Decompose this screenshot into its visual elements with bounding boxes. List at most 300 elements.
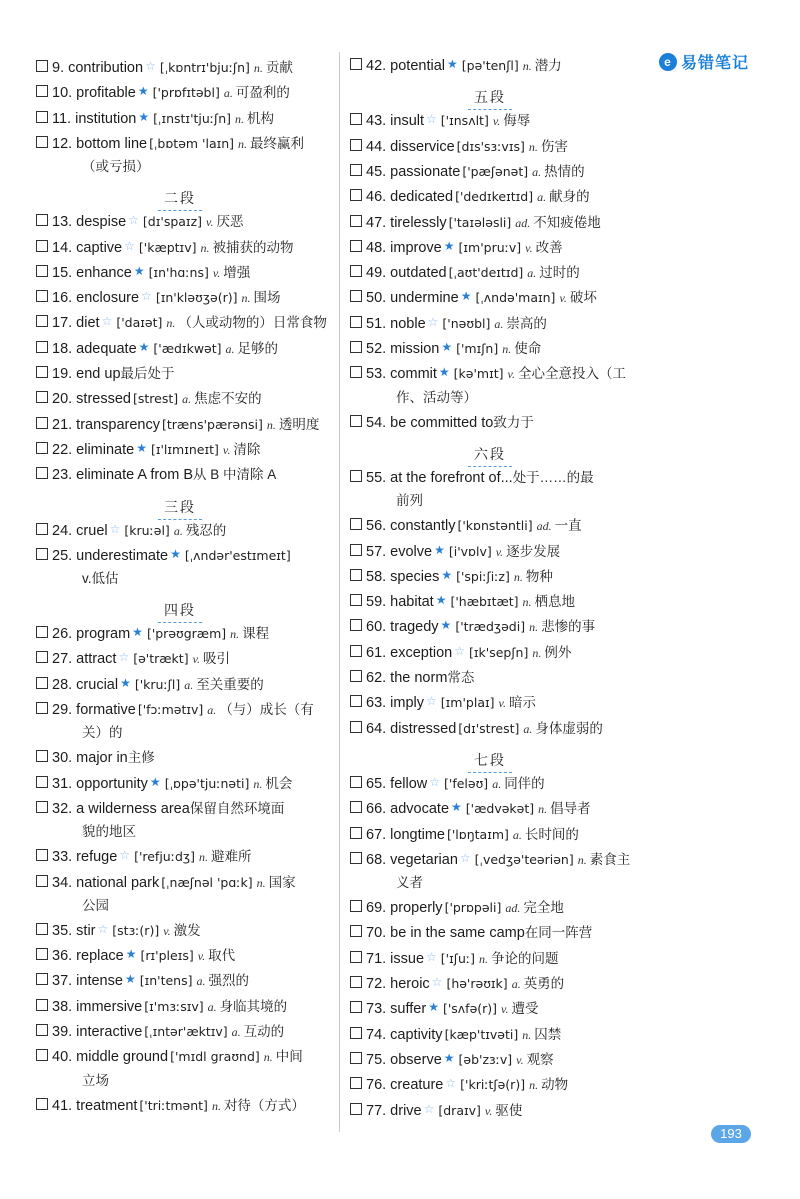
checkbox[interactable]: [350, 240, 362, 252]
definition: 暗示: [508, 695, 536, 711]
definition: 最终赢利: [250, 135, 305, 151]
checkbox[interactable]: [350, 670, 362, 682]
section-heading: 二段: [164, 190, 196, 207]
phonetic: [pə'tenʃl]: [461, 58, 519, 73]
star-icon: ★: [441, 340, 453, 354]
entry-number: 19.: [52, 366, 73, 382]
entry-word: outdated: [390, 265, 447, 282]
brand-name: 易错笔记: [681, 55, 750, 72]
checkbox[interactable]: [350, 164, 362, 176]
checkbox[interactable]: [350, 925, 362, 937]
definition-continued: [82, 896, 109, 916]
definition: 围场: [253, 290, 281, 306]
checkbox[interactable]: [350, 852, 362, 864]
entry-number: 14.: [52, 239, 73, 256]
definition-continued: [82, 723, 123, 743]
definition: 侮辱: [503, 113, 531, 129]
definition: 清除: [233, 441, 261, 457]
part-of-speech: n.: [198, 850, 208, 865]
phonetic: ['fɔːmətɪv]: [137, 702, 204, 717]
star-icon: ☆: [426, 694, 437, 709]
entry-word: major in: [76, 750, 128, 767]
entry-word: species: [390, 568, 440, 585]
checkbox[interactable]: [350, 827, 362, 839]
checkbox[interactable]: [350, 1103, 362, 1115]
checkbox[interactable]: [36, 315, 48, 327]
vocab-entry: [36, 58, 293, 78]
checkbox[interactable]: [350, 1001, 362, 1013]
definition: 最后处于: [120, 366, 175, 381]
checkbox[interactable]: [350, 976, 362, 988]
definition: 潜力: [534, 58, 562, 73]
checkbox[interactable]: [350, 415, 362, 427]
vocab-entry: [350, 314, 547, 334]
part-of-speech: a.: [511, 977, 521, 991]
entry-word: crucial: [76, 676, 119, 693]
definition-continued-text: （或亏损）: [82, 159, 150, 175]
definition: 遭受: [511, 1001, 539, 1017]
checkbox[interactable]: [36, 366, 48, 378]
phonetic: [ˌbɒtəm 'laɪn]: [149, 135, 235, 151]
entry-number: 49.: [366, 265, 387, 282]
entry-word: opportunity: [76, 775, 148, 792]
part-of-speech: a.: [173, 523, 183, 538]
entry-number: 51.: [366, 315, 387, 332]
entry-word: profitable: [76, 85, 136, 102]
part-of-speech: n.: [532, 645, 542, 660]
vocab-entry: [36, 313, 327, 333]
phonetic: ['prɒfɪtəbl]: [152, 85, 220, 101]
star-icon: ★: [443, 238, 455, 253]
definition: 国家: [268, 874, 296, 890]
entry-word: immersive: [76, 998, 143, 1015]
star-icon: ★: [428, 1000, 439, 1015]
entry-number: 59.: [366, 594, 387, 611]
checkbox[interactable]: [36, 750, 48, 762]
entry-number: 23.: [52, 467, 73, 484]
checkbox[interactable]: [36, 1024, 48, 1036]
checkbox[interactable]: [36, 849, 48, 861]
vocab-entry: [36, 263, 250, 283]
star-icon: ★: [133, 263, 145, 278]
part-of-speech: v.: [222, 442, 231, 457]
entry-number: 38.: [52, 998, 73, 1015]
entry-word: transparency: [76, 416, 160, 433]
section-heading: 四段: [164, 602, 196, 619]
checkbox[interactable]: [350, 594, 362, 606]
entry-word: suffer: [390, 1001, 427, 1018]
star-icon: ☆: [454, 643, 466, 658]
entry-number: 24.: [52, 522, 73, 539]
star-icon: ★: [138, 339, 150, 354]
vocab-entry: [350, 187, 590, 207]
vocab-entry: [350, 898, 564, 918]
entry-word: stir: [76, 922, 96, 939]
vocab-entry: [36, 83, 290, 103]
checkbox[interactable]: [36, 1049, 48, 1061]
star-icon: ☆: [426, 949, 437, 964]
phonetic: [ɪm'plaɪ]: [440, 695, 495, 711]
section-heading: 六段: [474, 445, 506, 462]
checkbox[interactable]: [36, 801, 48, 813]
vocab-entry: [350, 643, 571, 663]
phonetic: [dɪ'spaɪz]: [142, 214, 203, 230]
definition: 英勇的: [523, 976, 565, 991]
vocab-entry: [350, 542, 560, 562]
definition: 观察: [526, 1051, 554, 1067]
vocab-entry: [36, 364, 175, 384]
entry-number: 73.: [366, 1001, 387, 1018]
entry-number: 57.: [366, 543, 387, 560]
phonetic: ['taɪələsli]: [448, 214, 512, 230]
star-icon: ★: [125, 947, 137, 962]
part-of-speech: n.: [522, 1027, 532, 1042]
entry-word: contribution: [68, 60, 144, 76]
section-heading: 五段: [474, 89, 506, 106]
checkbox[interactable]: [36, 776, 48, 788]
part-of-speech: n.: [256, 875, 266, 890]
entry-word: attract: [76, 651, 117, 668]
checkbox[interactable]: [350, 113, 362, 125]
phonetic: [træns'pærənsi]: [162, 416, 263, 432]
entry-word: passionate: [390, 163, 461, 180]
entry-number: 28.: [52, 676, 73, 693]
part-of-speech: n.: [241, 291, 251, 306]
vocab-entry: [350, 111, 530, 131]
vocab-entry: [36, 748, 155, 768]
phonetic: [ˌʌndər'estɪmeɪt]: [184, 547, 291, 563]
checkbox[interactable]: [350, 645, 362, 657]
entry-word: interactive: [76, 1024, 143, 1040]
entry-number: 31.: [52, 775, 73, 792]
phonetic: [ɪk'sepʃn]: [469, 644, 529, 660]
checkbox[interactable]: [350, 290, 362, 302]
checkbox[interactable]: [36, 923, 48, 935]
phonetic: [kæp'tɪvəti]: [444, 1026, 519, 1042]
entry-word: mission: [390, 341, 440, 357]
vocab-entry: [350, 238, 563, 258]
checkbox[interactable]: [36, 290, 48, 302]
part-of-speech: n.: [253, 776, 263, 791]
checkbox[interactable]: [36, 265, 48, 277]
checkbox[interactable]: [36, 1098, 48, 1110]
definition: 使命: [514, 341, 542, 356]
star-icon: ★: [441, 567, 453, 582]
part-of-speech: n.: [211, 1098, 221, 1113]
definition: 处于……的最: [512, 469, 594, 485]
part-of-speech: v.: [495, 544, 504, 559]
part-of-speech: a.: [225, 341, 235, 356]
checkbox[interactable]: [350, 341, 362, 353]
checkbox[interactable]: [350, 1077, 362, 1089]
definition: 不知疲倦地: [533, 214, 601, 230]
phonetic: [ɪm'pruːv]: [458, 239, 522, 255]
definition: 焦虑不安的: [194, 391, 262, 407]
part-of-speech: ad.: [515, 215, 531, 230]
entry-number: 71.: [366, 950, 387, 967]
checkbox[interactable]: [36, 651, 48, 663]
phonetic: ['triːtmənt]: [139, 1097, 208, 1113]
definition-continued-text: 公园: [82, 897, 109, 913]
checkbox[interactable]: [350, 215, 362, 227]
brand-logo: [659, 50, 749, 73]
checkbox[interactable]: [350, 1027, 362, 1039]
part-of-speech: n.: [529, 620, 539, 635]
definition: 机会: [265, 775, 293, 791]
star-icon: ☆: [423, 1101, 435, 1116]
definition: （人或动物的）日常食物: [178, 315, 327, 331]
checkbox[interactable]: [36, 999, 48, 1011]
part-of-speech: a.: [184, 677, 194, 692]
phonetic: [ɪn'tens]: [139, 973, 193, 989]
column-divider: [339, 52, 340, 1132]
definition: 致力于: [493, 414, 534, 430]
checkbox[interactable]: [350, 721, 362, 733]
entry-word: be committed to: [390, 414, 494, 431]
phonetic: [ˌnæʃnəl 'pɑːk]: [161, 874, 253, 890]
phonetic: [ˌɪntər'æktɪv]: [144, 1024, 228, 1039]
vocab-entry: [36, 134, 304, 154]
entry-number: 67.: [366, 826, 387, 843]
vocab-entry: [36, 847, 251, 867]
checkbox[interactable]: [36, 467, 48, 479]
entry-word: institution: [75, 110, 137, 127]
phonetic: ['prɒpəli]: [444, 900, 502, 916]
entry-word: potential: [390, 58, 445, 74]
checkbox[interactable]: [36, 626, 48, 638]
star-icon: ☆: [427, 314, 439, 329]
definition: 强烈的: [208, 973, 249, 989]
checkbox[interactable]: [350, 139, 362, 151]
phonetic: [strest]: [132, 391, 179, 407]
star-icon: ☆: [431, 975, 443, 989]
definition: 主修: [127, 750, 155, 766]
checkbox[interactable]: [36, 948, 48, 960]
entry-word: at the forefront of...: [390, 469, 513, 486]
definition: 可盈利的: [235, 85, 290, 101]
star-icon: ☆: [97, 921, 109, 936]
vocab-entry: [36, 1022, 284, 1042]
definition: 栖息地: [534, 594, 576, 610]
definition: 被捕获的动物: [212, 239, 294, 255]
checkbox[interactable]: [350, 776, 362, 788]
phonetic: [ˌkɒntrɪ'bjuːʃn]: [159, 60, 250, 75]
definition: 同伴的: [504, 775, 545, 791]
entry-word: fellow: [390, 775, 428, 792]
entry-number: 22.: [52, 441, 73, 458]
entry-word: observe: [390, 1051, 442, 1068]
checkbox[interactable]: [36, 875, 48, 887]
entry-number: 32.: [52, 800, 73, 817]
entry-word: bottom line: [76, 135, 148, 152]
checkbox[interactable]: [350, 518, 362, 530]
definition: 互动的: [243, 1024, 285, 1039]
part-of-speech: v.: [525, 240, 533, 255]
part-of-speech: a.: [523, 721, 533, 736]
entry-word: middle ground: [76, 1049, 169, 1066]
checkbox[interactable]: [36, 391, 48, 403]
checkbox[interactable]: [36, 677, 48, 689]
entry-word: eliminate A from B: [76, 467, 194, 484]
part-of-speech: n.: [529, 1078, 539, 1093]
part-of-speech: v.: [507, 367, 515, 382]
checkbox[interactable]: [350, 695, 362, 707]
checkbox[interactable]: [36, 341, 48, 353]
checkbox[interactable]: [36, 417, 48, 429]
star-icon: ★: [170, 546, 181, 561]
definition: 常态: [447, 670, 475, 685]
part-of-speech: n.: [263, 1050, 273, 1065]
part-of-speech: v.: [516, 1052, 524, 1067]
star-icon: ★: [149, 774, 161, 789]
definition-continued: [396, 388, 477, 408]
entry-number: 70.: [366, 925, 387, 942]
definition-continued-text: 关）的: [82, 725, 123, 741]
checkbox[interactable]: [350, 189, 362, 201]
part-of-speech: n.: [577, 852, 587, 867]
entry-word: disservice: [390, 138, 455, 155]
part-of-speech: a.: [223, 86, 233, 101]
checkbox[interactable]: [350, 58, 362, 70]
entry-word: adequate: [76, 340, 137, 357]
checkbox[interactable]: [350, 316, 362, 328]
entry-number: 26.: [52, 626, 73, 643]
phonetic: ['ædvəkət]: [465, 801, 535, 817]
entry-number: 53.: [366, 366, 387, 383]
part-of-speech: v.: [484, 1103, 493, 1118]
vocab-entry: [36, 546, 291, 566]
definition: 破坏: [569, 290, 597, 306]
entry-number: 63.: [366, 695, 387, 712]
part-of-speech: n.: [538, 802, 548, 817]
entry-number: 9.: [52, 60, 65, 76]
vocab-entry: [350, 1025, 561, 1045]
phonetic: [i'vɒlv]: [448, 543, 492, 559]
checkbox[interactable]: [350, 569, 362, 581]
checkbox[interactable]: [36, 973, 48, 985]
part-of-speech: n.: [522, 595, 532, 610]
definition: 争论的问题: [490, 950, 559, 966]
entry-word: issue: [390, 950, 425, 967]
entry-number: 52.: [366, 341, 387, 357]
phonetic: ['mɪʃn]: [456, 341, 499, 356]
entry-number: 11.: [52, 110, 72, 127]
vocab-entry: [350, 668, 474, 688]
entry-word: stressed: [76, 391, 131, 408]
part-of-speech: a.: [231, 1025, 241, 1039]
definition-continued: [82, 822, 136, 842]
entry-number: 66.: [366, 801, 387, 818]
star-icon: ★: [451, 800, 462, 815]
checkbox[interactable]: [350, 801, 362, 813]
vocab-entry: [36, 1096, 305, 1116]
vocab-entry: [350, 1101, 522, 1121]
definition: （与）成长（有: [219, 702, 314, 717]
part-of-speech: a.: [494, 316, 504, 331]
phonetic: [ɪn'kləʊʒə(r)]: [155, 290, 238, 306]
checkbox[interactable]: [36, 85, 48, 97]
vocab-entry: [350, 516, 582, 536]
definition-continued-text: 作、活动等）: [396, 389, 477, 405]
star-icon: ★: [132, 625, 143, 640]
entry-number: 47.: [366, 214, 387, 231]
phonetic: [kruːəl]: [124, 522, 170, 538]
definition-continued-text: 义者: [396, 875, 423, 891]
checkbox[interactable]: [350, 265, 362, 277]
part-of-speech: n.: [528, 139, 538, 154]
entry-number: 35.: [52, 922, 73, 939]
entry-word: advocate: [390, 801, 450, 818]
checkbox[interactable]: [350, 544, 362, 556]
entry-word: diet: [76, 315, 100, 332]
checkbox[interactable]: [36, 548, 48, 560]
phonetic: ['prəʊgræm]: [146, 626, 227, 642]
vocab-entry: [350, 774, 545, 794]
entry-word: program: [76, 626, 131, 643]
checkbox[interactable]: [36, 136, 48, 148]
checkbox[interactable]: [36, 702, 48, 714]
checkbox[interactable]: [36, 523, 48, 535]
definition: 改善: [535, 239, 563, 255]
vocab-entry: [350, 162, 585, 182]
part-of-speech: n.: [235, 111, 245, 126]
phonetic: ['hæbɪtæt]: [450, 594, 519, 610]
checkbox[interactable]: [36, 111, 48, 123]
section-heading: 三段: [164, 498, 196, 515]
star-icon: ☆: [445, 1076, 457, 1091]
phonetic: ['trædʒədi]: [455, 619, 526, 635]
entry-word: treatment: [76, 1097, 138, 1114]
part-of-speech: v.: [82, 571, 92, 587]
definition: 全心全意投入（工: [517, 366, 626, 382]
part-of-speech: v.: [501, 1002, 509, 1017]
definition: 例外: [544, 644, 572, 660]
phonetic: [ə'trækt]: [133, 651, 189, 667]
star-icon: ☆: [141, 289, 152, 304]
checkbox[interactable]: [350, 951, 362, 963]
part-of-speech: v.: [163, 923, 171, 938]
definition: 对待（方式）: [223, 1097, 305, 1113]
brand-logo-icon: e: [659, 53, 677, 71]
checkbox[interactable]: [36, 214, 48, 226]
vocab-entry: [36, 212, 243, 232]
entry-number: 36.: [52, 948, 73, 965]
vocab-entry: [36, 238, 293, 258]
entry-number: 77.: [366, 1102, 387, 1119]
phonetic: [ɪn'hɑːns]: [148, 264, 209, 280]
entry-word: enclosure: [76, 290, 140, 307]
entry-number: 30.: [52, 750, 73, 767]
star-icon: ★: [434, 542, 445, 557]
vocab-entry: [350, 567, 553, 587]
checkbox[interactable]: [36, 442, 48, 454]
definition: 在同一阵营: [524, 925, 593, 941]
definition-continued-text: 立场: [82, 1072, 109, 1088]
checkbox[interactable]: [350, 619, 362, 631]
vocab-entry: [350, 693, 536, 713]
star-icon: ★: [443, 1050, 455, 1065]
entry-word: replace: [76, 948, 124, 965]
checkbox[interactable]: [350, 470, 362, 482]
checkbox[interactable]: [350, 366, 362, 378]
phonetic: [rɪ'pleɪs]: [140, 948, 194, 964]
star-icon: ☆: [426, 112, 437, 127]
checkbox[interactable]: [36, 240, 48, 252]
checkbox[interactable]: [36, 60, 48, 72]
checkbox[interactable]: [350, 900, 362, 912]
entry-word: creature: [390, 1077, 444, 1094]
checkbox[interactable]: [350, 1052, 362, 1064]
